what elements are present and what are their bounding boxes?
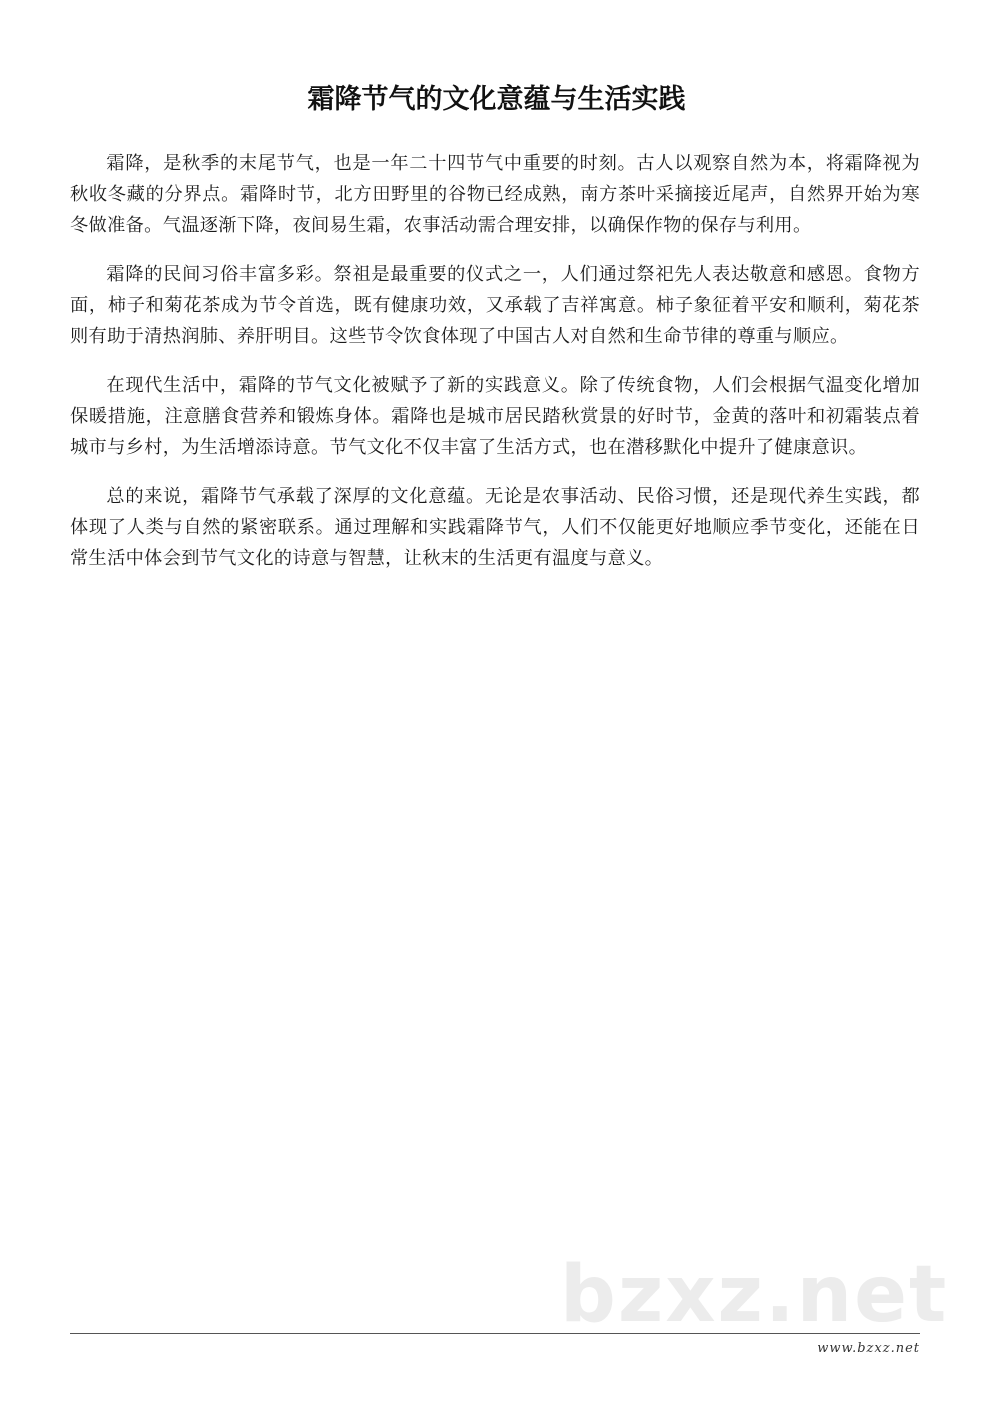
paragraph-1: 霜降，是秋季的末尾节气，也是一年二十四节气中重要的时刻。古人以观察自然为本，将霜降视为秋收冬藏的分界点。霜降时节，北方田野里的谷物已经成熟，南方茶叶采摘接近尾声，自然界开始为寒冬做准备。气温逐渐下降，夜间易生霜，农事活动需合理安排，以确保作物的保存与利用。 — [70, 153, 920, 236]
document-title: 霜降节气的文化意蕴与生活实践 — [307, 84, 686, 115]
watermark-logo: bzxz.net — [560, 1250, 949, 1340]
footer-divider — [70, 1333, 920, 1334]
document-body — [70, 148, 920, 592]
paragraph-2: 霜降的民间习俗丰富多彩。祭祖是最重要的仪式之一，人们通过祭祀先人表达敬意和感恩。食物方面，柿子和菊花茶成为节令首选，既有健康功效，又承载了吉祥寓意。柿子象征着平安和顺利，菊花茶则有助于清热润肺、养肝明目。这些节令饮食体现了中国古人对自然和生命节律的尊重与顺应。 — [70, 264, 920, 347]
footer-url: www.bzxz.net — [817, 1341, 920, 1356]
paragraph-3: 在现代生活中，霜降的节气文化被赋予了新的实践意义。除了传统食物，人们会根据气温变化增加保暖措施，注意膳食营养和锻炼身体。霜降也是城市居民踏秋赏景的好时节，金黄的落叶和初霜装点着城市与乡村，为生活增添诗意。节气文化不仅丰富了生活方式，也在潜移默化中提升了健康意识。 — [70, 375, 920, 458]
paragraph-4: 总的来说，霜降节气承载了深厚的文化意蕴。无论是农事活动、民俗习惯，还是现代养生实践，都体现了人类与自然的紧密联系。通过理解和实践霜降节气，人们不仅能更好地顺应季节变化，还能在日常生活中体会到节气文化的诗意与智慧，让秋末的生活更有温度与意义。 — [70, 486, 920, 569]
